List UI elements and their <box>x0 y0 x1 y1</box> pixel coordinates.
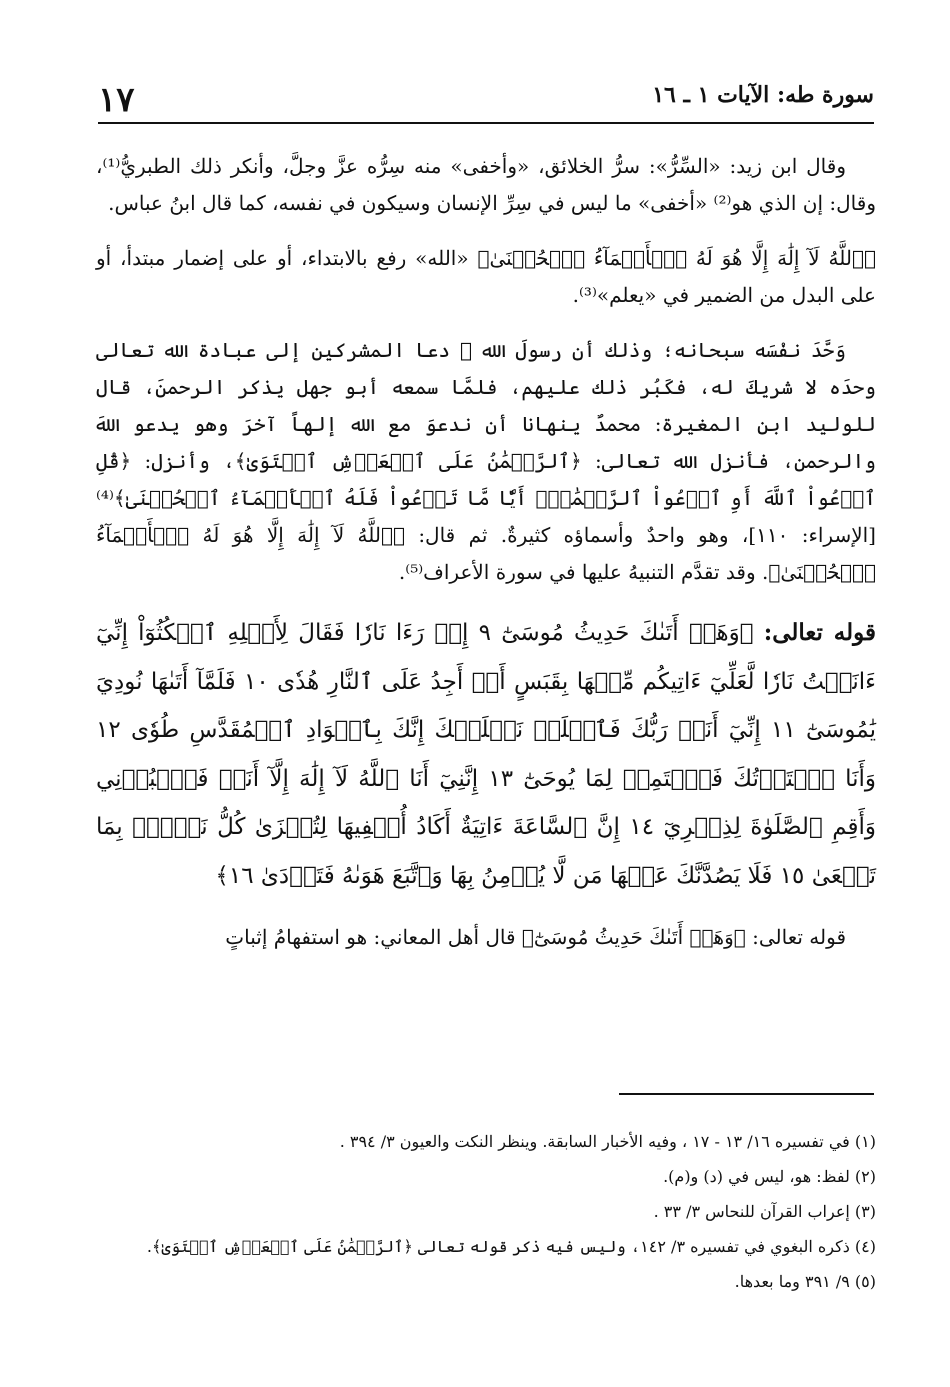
page-number: ١٧ <box>98 80 135 120</box>
footnote-divider <box>619 1093 874 1095</box>
verses-text: ﴿وَهَلۡ أَتَىٰكَ حَدِيثُ مُوسَىٰٓ ٩ إِذۡ رَءَا نَارٗا فَقَالَ لِأَهۡلِهِ ٱمۡكُثُوٓاْ إِنِّيٓ ءَانَسۡتُ نَارٗا لَّعَلِّيٓ ءَاتِيكُم مِّنۡهَا بِقَبَسٍ أَوۡ أَجِدُ عَلَى ٱلنَّارِ هُدٗى ١٠ فَلَمَّآ أَتَىٰهَا نُودِيَ يَٰمُوسَىٰٓ ١١ إِنِّيٓ أَنَا۠ رَبُّكَ فَٱخۡلَعۡ نَعۡلَيۡكَ إِنَّكَ بِٱلۡوَادِ ٱلۡمُقَدَّسِ طُوٗى ١٢ وَأَنَا ٱخۡتَرۡتُكَ فَٱسۡتَمِعۡ لِمَا يُوحَىٰٓ ١٣ إِنَّنِيٓ أَنَا ٱللَّهُ لَآ إِلَٰهَ إِلَّآ أَنَا۠ فَٱعۡبُدۡنِي وَأَقِمِ ٱلصَّلَوٰةَ لِذِكۡرِيٓ ١٤ إِنَّ ٱلسَّاعَةَ ءَاتِيَةٌ أَكَادُ أُخۡفِيهَا لِتُجۡزَىٰ كُلُّ نَفۡسِۭ بِمَا تَسۡعَىٰ ١٥ فَلَا يَصُدَّنَّكَ عَنۡهَا مَن لَّا يُؤۡمِنُ بِهَا وَٱتَّبَعَ هَوَىٰهُ فَتَرۡدَىٰ ١٦﴾ <box>96 620 877 889</box>
paragraph-ibn-zaid: وقال ابن زيد: «السِّرُّ»: سرُّ الخلائق، «وأخفى» منه سِرُّه عزَّ وجلَّ، وأنكر ذلك الطبريُّ⁽¹⁾، وقال: إن الذي هو⁽²⁾ «أخفى» ما ليس في سِرِّ الإنسان وسيكون في نفسه، كما قال ابنُ عباس. <box>96 154 876 215</box>
footnote-2: (٢) لفظ: هو، ليس في (د) و(م). <box>663 1167 876 1186</box>
paragraph-allah-la-ilaha: ﴿ٱللَّهُ لَآ إِلَٰهَ إِلَّا هُوَ لَهُ ٱلۡأَسۡمَآءُ ٱلۡحُسۡنَىٰ﴾ «الله» رفع بالابتداء، أو على إضمار مبتدأ، أو على البدل من الضمير في «يعلم»⁽³⁾. <box>96 246 876 307</box>
footnote-4: (٤) ذكره البغوي في تفسيره ٣/ ١٤٢، وليس فيه ذكر قوله تعالى ﴿ٱلرَّحۡمَٰنُ عَلَى ٱلۡعَرۡشِ ٱسۡتَوَىٰ﴾. <box>146 1237 876 1256</box>
footnotes <box>96 1124 876 1299</box>
paragraph-tawhid: وَحَّدَ نفْسَه سبحانه؛ وذلك أن رسولَ الله ﷺ دعا المشركين إلى عبادة الله تعالى وحدَه لا شريكَ له، فكَبُر ذلك عليهم، فلمَّا سمعه أبو جهل يذكر الرحمنَ، قال للوليد ابن المغيرة: محمدٌ ينهانا أن ندعوَ مع الله إلهاً آخرَ وهو يدعو اللهَ والرحمن، فأنزل الله تعالى: ﴿ٱلرَّحۡمَٰنُ عَلَى ٱلۡعَرۡشِ ٱسۡتَوَىٰ﴾، وأنزل: ﴿قُلِ ٱدۡعُواْ ٱللَّهَ أَوِ ٱدۡعُواْ ٱلرَّحۡمَٰنَۖ أَيّٗا مَّا تَدۡعُواْ فَلَهُ ٱلۡأَسۡمَآءُ ٱلۡحُسۡنَىٰ﴾⁽⁴⁾ [الإسراء: ١١٠]، وهو واحدٌ وأسماؤه كثيرةٌ. ثم قال: ﴿ٱللَّهُ لَآ إِلَٰهَ إِلَّا هُوَ لَهُ ٱلۡأَسۡمَآءُ ٱلۡحُسۡنَىٰ﴾. وقد تقدَّم التنبيهُ عليها في سورة الأعراف⁽⁵⁾. <box>96 338 876 584</box>
paragraph-wa-hal-ataka: قوله تعالى: ﴿وَهَلۡ أَتَىٰكَ حَدِيثُ مُوسَىٰٓ﴾ قال أهل المعاني: هو استفهامُ إثباتٍ <box>225 924 846 949</box>
main-text <box>96 148 876 974</box>
verses-lead: قوله تعالى: <box>763 619 876 646</box>
footnote-1: (١) في تفسيره ١٦/ ١٣ - ١٧ ، وفيه الأخبار السابقة. وينظر النكت والعيون ٣/ ٣٩٤ . <box>339 1132 876 1151</box>
page-header <box>98 72 874 124</box>
quran-verses-9-16 <box>96 609 876 901</box>
footnote-3: (٣) إعراب القرآن للنحاس ٣/ ٣٣ . <box>653 1202 876 1221</box>
footnote-5: (٥) ٩/ ٣٩١ وما بعدها. <box>734 1272 876 1291</box>
running-title: سورة طه: الآيات ١ ـ ١٦ <box>652 82 874 108</box>
